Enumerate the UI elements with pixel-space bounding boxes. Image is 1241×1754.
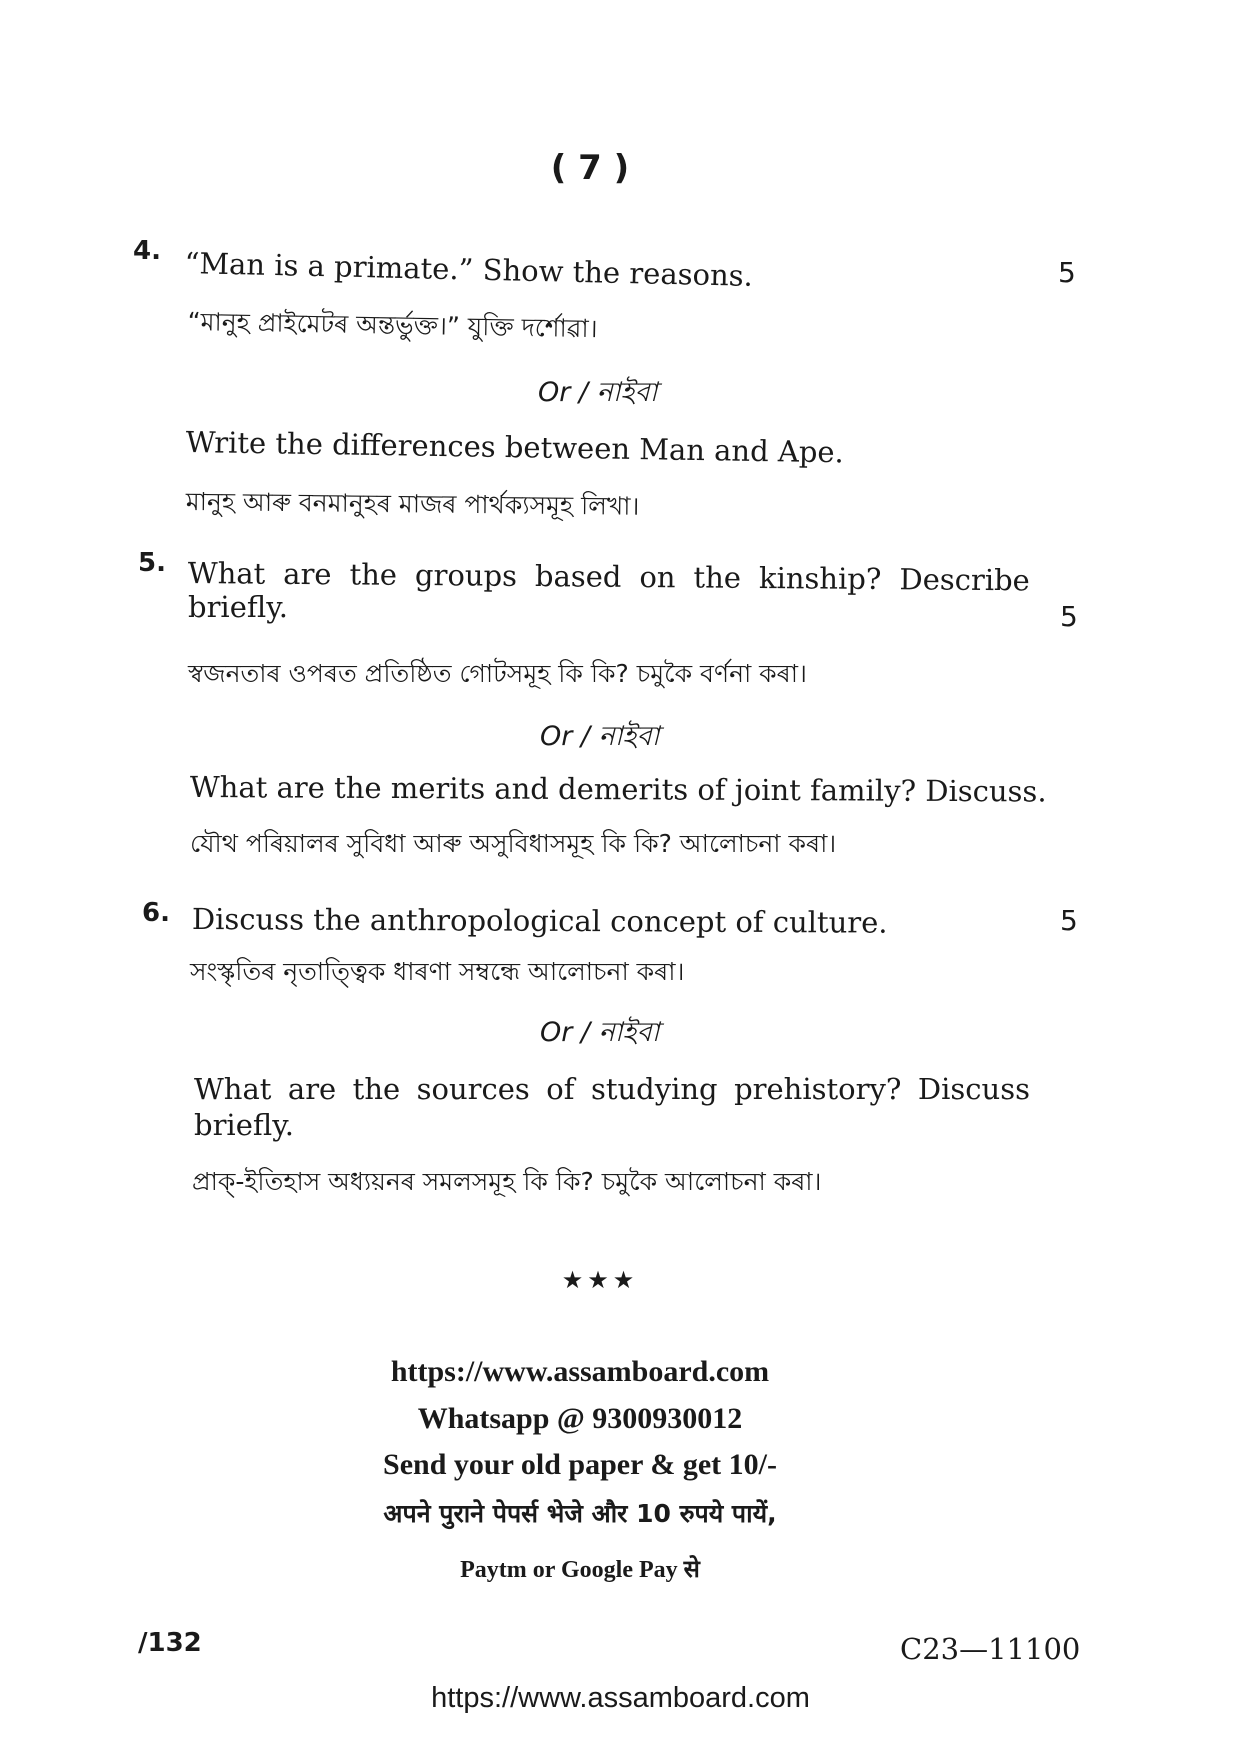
question-5-alt-as: যৌথ পৰিয়ালৰ সুবিধা আৰু অসুবিধাসমূহ কি কি? আলোচনা কৰা। bbox=[190, 829, 837, 858]
question-6-or: Or / নাইবা bbox=[540, 1017, 660, 1048]
page-number: ( 7 ) bbox=[550, 148, 630, 188]
question-4-alt-en: Write the differences between Man and Ape. bbox=[185, 425, 845, 470]
promo-send-paper: Send your old paper & get 10/- bbox=[383, 1448, 777, 1481]
question-5-text-en-line1: What are the groups based on the kinship? Describe bbox=[187, 556, 1030, 598]
promo-hindi: अपने पुराने पेपर्स भेजे और 10 रुपये पायें, bbox=[383, 1499, 777, 1528]
question-6-alt-as: প্ৰাক্-ইতিহাস অধ্যয়নৰ সমলসমূহ কি কি? চমুকৈ আলোচনা কৰা। bbox=[192, 1167, 822, 1196]
question-5-text-as: স্বজনতাৰ ওপৰত প্ৰতিষ্ঠিত গোটসমূহ কি কি? চমুকৈ বৰ্ণনা কৰা। bbox=[188, 659, 807, 688]
question-4-text-as: “মানুহ প্ৰাইমেটৰ অন্তৰ্ভুক্ত।” যুক্তি দৰ্শোৱা। bbox=[187, 306, 598, 344]
question-6-text-as: সংস্কৃতিৰ নৃতাত্ত্বিক ধাৰণা সম্বন্ধে আলোচনা কৰা। bbox=[190, 957, 685, 986]
question-6-marks: 5 bbox=[1060, 904, 1078, 937]
question-5-marks: 5 bbox=[1060, 600, 1078, 633]
question-4-text-en: “Man is a primate.” Show the reasons. bbox=[184, 246, 754, 293]
question-5-text-en-line2: briefly. bbox=[188, 590, 288, 624]
question-4-number: 4. bbox=[133, 236, 161, 266]
page-code-left: /132 bbox=[138, 1628, 202, 1658]
page-code-right: C23—11100 bbox=[900, 1632, 1081, 1666]
question-6-alt-en-line1: What are the sources of studying prehistory? Discuss bbox=[194, 1072, 1030, 1106]
end-stars: ★★★ bbox=[561, 1266, 639, 1294]
question-5-or: Or / নাইবা bbox=[540, 721, 660, 752]
question-4-alt-as: মানুহ আৰু বনমানুহৰ মাজৰ পাৰ্থক্যসমূহ লিখা। bbox=[185, 486, 640, 521]
question-4-or: Or / নাইবা bbox=[538, 377, 658, 408]
question-4-marks: 5 bbox=[1058, 256, 1076, 289]
promo-url: https://www.assamboard.com bbox=[390, 1355, 770, 1388]
promo-payment: Paytm or Google Pay से bbox=[460, 1557, 700, 1583]
question-6-text-en: Discuss the anthropological concept of culture. bbox=[191, 902, 888, 940]
question-6-number: 6. bbox=[142, 898, 170, 928]
question-5-number: 5. bbox=[138, 548, 166, 578]
promo-whatsapp: Whatsapp @ 9300930012 bbox=[417, 1402, 743, 1435]
watermark-url: https://www.assamboard.com bbox=[431, 1682, 810, 1714]
question-6-alt-en-line2: briefly. bbox=[194, 1108, 294, 1142]
question-5-alt-en: What are the merits and demerits of joint family? Discuss. bbox=[189, 770, 1047, 809]
